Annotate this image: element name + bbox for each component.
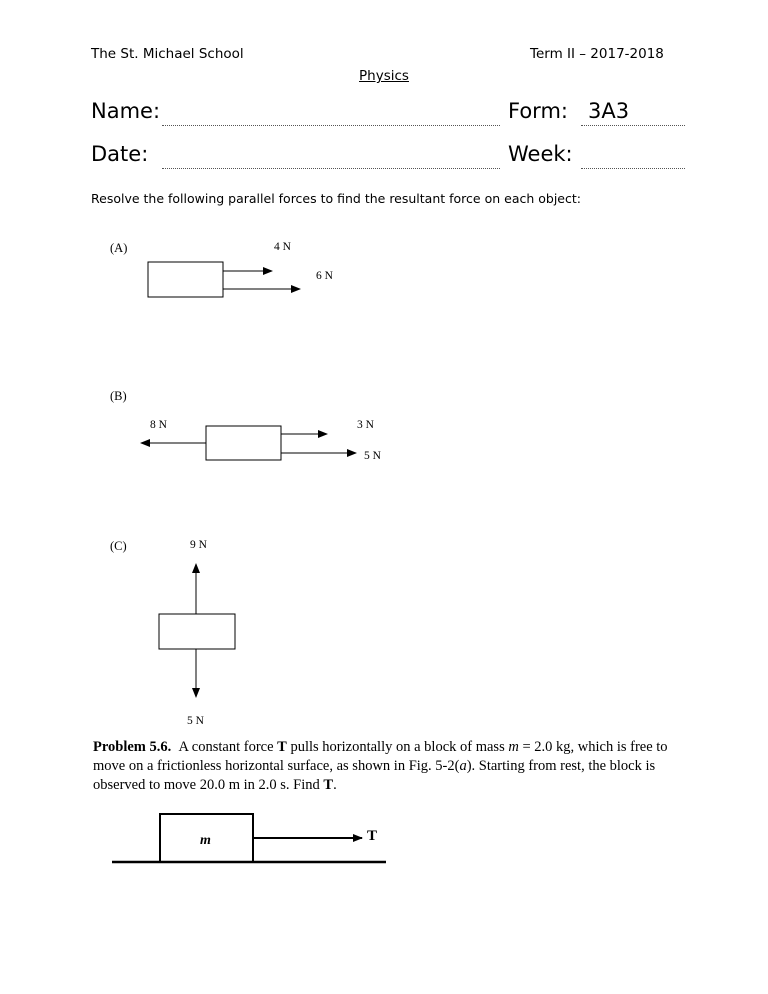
problem-text-part: A constant force (178, 739, 278, 755)
problem-title: Problem 5.6. (93, 739, 172, 755)
tension-label: T (367, 828, 378, 844)
figure-c-diagram (159, 564, 235, 697)
figure-a-force-6n: 6 N (316, 270, 333, 282)
form-label: Form: (508, 99, 568, 123)
figure-b-diagram (141, 426, 356, 460)
mass-symbol: m (508, 739, 519, 755)
figure-b-force-3n: 3 N (357, 419, 374, 431)
subject-title: Physics (359, 68, 409, 84)
figure-c-block (159, 614, 235, 649)
figure-a-force-4n: 4 N (274, 241, 291, 253)
problem-block (160, 814, 253, 862)
figure-a-diagram (148, 262, 300, 297)
problem-text-part: . (333, 777, 337, 793)
form-value: 3A3 (588, 99, 630, 123)
find-symbol: T (323, 777, 334, 793)
problem-figure (112, 814, 386, 862)
problem-text-part: ). Starting from rest, the block is observed to move 20.0 m in 2.0 s. Find (93, 758, 656, 793)
problem-text-part: pulls horizontally on a block of mass (286, 739, 509, 755)
figure-letter: a (459, 758, 467, 774)
name-label: Name: (91, 99, 161, 123)
figure-c-force-5n: 5 N (187, 715, 204, 727)
term-label: Term II – 2017-2018 (530, 46, 664, 62)
instructions: Resolve the following parallel forces to find the resultant force on each object: (91, 191, 581, 206)
block-mass-label: m (200, 833, 211, 848)
figure-b-block (206, 426, 281, 460)
figure-c-force-9n: 9 N (190, 539, 207, 551)
figure-b-force-8n: 8 N (150, 419, 167, 431)
week-label: Week: (508, 142, 573, 166)
figure-b-force-5n: 5 N (364, 450, 381, 462)
date-label: Date: (91, 142, 149, 166)
figure-b-label: (B) (110, 389, 127, 403)
figure-a-label: (A) (110, 241, 128, 255)
figure-c-label: (C) (110, 539, 127, 553)
school-name: The St. Michael School (91, 46, 244, 62)
force-symbol: T (277, 739, 287, 755)
problem-text-part: = 2.0 kg, which is free to move on a frictionless horizontal surface, as shown in Fig. 5-2( (93, 739, 668, 774)
figure-a-block (148, 262, 223, 297)
